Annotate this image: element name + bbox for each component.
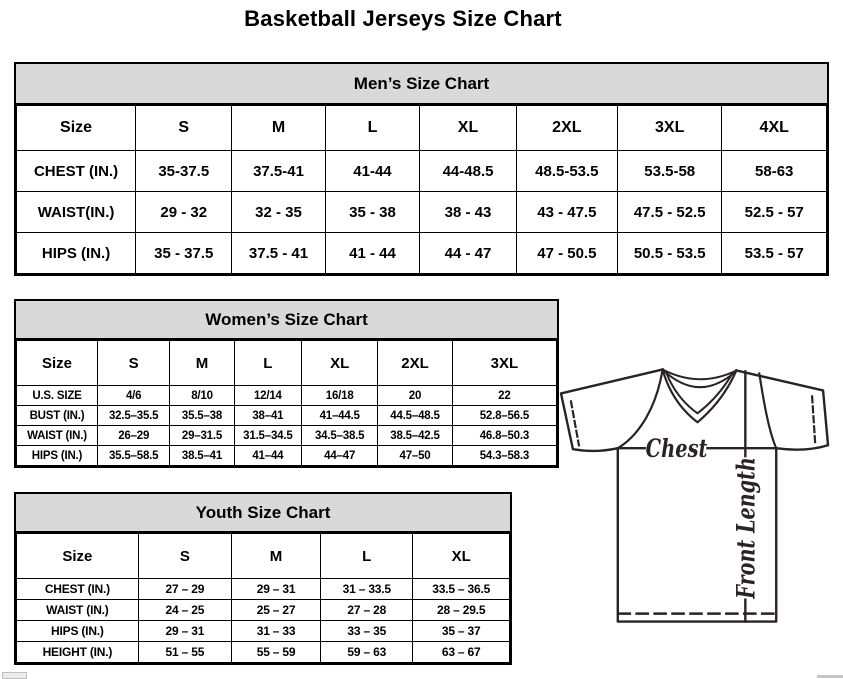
size-value-cell: 22 [452,386,556,406]
size-value-cell: 32 - 35 [232,192,325,233]
size-value-cell: 25 – 27 [231,600,320,621]
col-header-l: L [325,106,420,151]
size-value-cell: 47.5 - 52.5 [617,192,721,233]
size-header-row [17,534,510,579]
table-row [17,642,510,663]
col-header-3xl: 3XL [452,341,556,386]
table-row [17,386,557,406]
left-sleeve-hem-dashed-icon [571,401,579,445]
size-value-cell: 31 – 33 [231,621,320,642]
size-value-cell: 35 – 37 [413,621,510,642]
size-value-cell: 55 – 59 [231,642,320,663]
size-value-cell: 34.5–38.5 [302,426,378,446]
table-row [17,192,827,233]
row-label: CHEST (IN.) [17,151,136,192]
size-value-cell: 16/18 [302,386,378,406]
size-value-cell: 37.5 - 41 [232,233,325,274]
size-value-cell: 41–44 [234,446,302,466]
table-row [17,233,827,274]
row-label: WAIST(IN.) [17,192,136,233]
size-value-cell: 32.5–35.5 [98,406,170,426]
size-value-cell: 35-37.5 [136,151,232,192]
table-row [17,446,557,466]
row-label: BUST (IN.) [17,406,98,426]
size-value-cell: 27 – 29 [138,579,231,600]
row-label: HIPS (IN.) [17,446,98,466]
womens-chart-title: Women’s Size Chart [16,301,557,340]
row-label: HEIGHT (IN.) [17,642,139,663]
col-header-m: M [170,341,234,386]
row-label: U.S. SIZE [17,386,98,406]
col-header-xl: XL [420,106,516,151]
col-header-s: S [98,341,170,386]
size-value-cell: 52.5 - 57 [722,192,827,233]
size-value-cell: 51 – 55 [138,642,231,663]
size-value-cell: 20 [378,386,453,406]
size-value-cell: 58-63 [722,151,827,192]
col-header-2xl: 2XL [378,341,453,386]
table-row [17,151,827,192]
row-label: HIPS (IN.) [17,621,139,642]
col-header-s: S [136,106,232,151]
row-label: WAIST (IN.) [17,600,139,621]
scrollbar-fragment-right [817,675,843,678]
size-value-cell: 38.5–42.5 [378,426,453,446]
size-value-cell: 8/10 [170,386,234,406]
size-value-cell: 35 - 37.5 [136,233,232,274]
size-value-cell: 35.5–38 [170,406,234,426]
size-value-cell: 27 – 28 [321,600,413,621]
size-value-cell: 43 - 47.5 [516,192,617,233]
size-value-cell: 46.8–50.3 [452,426,556,446]
size-value-cell: 28 – 29.5 [413,600,510,621]
youth-size-table [16,533,510,663]
size-value-cell: 44 - 47 [420,233,516,274]
size-value-cell: 29 - 32 [136,192,232,233]
size-value-cell: 41–44.5 [302,406,378,426]
table-row [17,600,510,621]
col-header-size: Size [17,341,98,386]
size-value-cell: 47 - 50.5 [516,233,617,274]
mens-size-chart [14,62,829,276]
table-row [17,621,510,642]
size-value-cell: 41-44 [325,151,420,192]
size-value-cell: 50.5 - 53.5 [617,233,721,274]
row-label: CHEST (IN.) [17,579,139,600]
row-label: HIPS (IN.) [17,233,136,274]
right-armhole-seam-icon [759,373,776,448]
youth-size-chart [14,492,512,665]
size-header-row [17,341,557,386]
size-value-cell: 37.5-41 [232,151,325,192]
size-value-cell: 24 – 25 [138,600,231,621]
size-value-cell: 4/6 [98,386,170,406]
scrollbar-fragment-left [2,672,27,679]
size-value-cell: 54.3–58.3 [452,446,556,466]
jersey-outline-icon [561,369,828,621]
size-value-cell: 38 - 43 [420,192,516,233]
size-value-cell: 26–29 [98,426,170,446]
col-header-xl: XL [413,534,510,579]
size-value-cell: 33.5 – 36.5 [413,579,510,600]
table-row [17,406,557,426]
col-header-m: M [232,106,325,151]
front-length-label: Front Length [731,414,761,599]
mens-chart-title: Men’s Size Chart [16,64,827,105]
youth-chart-title: Youth Size Chart [16,494,510,533]
size-value-cell: 33 – 35 [321,621,413,642]
size-value-cell: 35.5–58.5 [98,446,170,466]
col-header-l: L [234,341,302,386]
right-sleeve-hem-dashed-icon [812,396,815,442]
size-value-cell: 44–47 [302,446,378,466]
size-value-cell: 35 - 38 [325,192,420,233]
womens-size-table [16,340,557,466]
size-value-cell: 29 – 31 [231,579,320,600]
table-row [17,426,557,446]
size-value-cell: 48.5-53.5 [516,151,617,192]
size-value-cell: 29–31.5 [170,426,234,446]
col-header-size: Size [17,534,139,579]
mens-size-table [16,105,827,274]
size-value-cell: 53.5 - 57 [722,233,827,274]
size-value-cell: 53.5-58 [617,151,721,192]
col-header-m: M [231,534,320,579]
col-header-4xl: 4XL [722,106,827,151]
chest-label: Chest [645,434,708,464]
womens-size-chart [14,299,559,468]
size-value-cell: 38–41 [234,406,302,426]
size-value-cell: 12/14 [234,386,302,406]
size-value-cell: 63 – 67 [413,642,510,663]
col-header-2xl: 2XL [516,106,617,151]
size-value-cell: 41 - 44 [325,233,420,274]
col-header-size: Size [17,106,136,151]
size-value-cell: 44.5–48.5 [378,406,453,426]
col-header-s: S [138,534,231,579]
page-title: Basketball Jerseys Size Chart [244,6,562,31]
size-value-cell: 31.5–34.5 [234,426,302,446]
col-header-3xl: 3XL [617,106,721,151]
size-value-cell: 52.8–56.5 [452,406,556,426]
size-value-cell: 47–50 [378,446,453,466]
size-value-cell: 38.5–41 [170,446,234,466]
size-header-row [17,106,827,151]
table-row [17,579,510,600]
col-header-l: L [321,534,413,579]
size-value-cell: 29 – 31 [138,621,231,642]
size-value-cell: 44-48.5 [420,151,516,192]
col-header-xl: XL [302,341,378,386]
size-value-cell: 31 – 33.5 [321,579,413,600]
jersey-measurement-diagram [556,360,843,660]
row-label: WAIST (IN.) [17,426,98,446]
size-value-cell: 59 – 63 [321,642,413,663]
